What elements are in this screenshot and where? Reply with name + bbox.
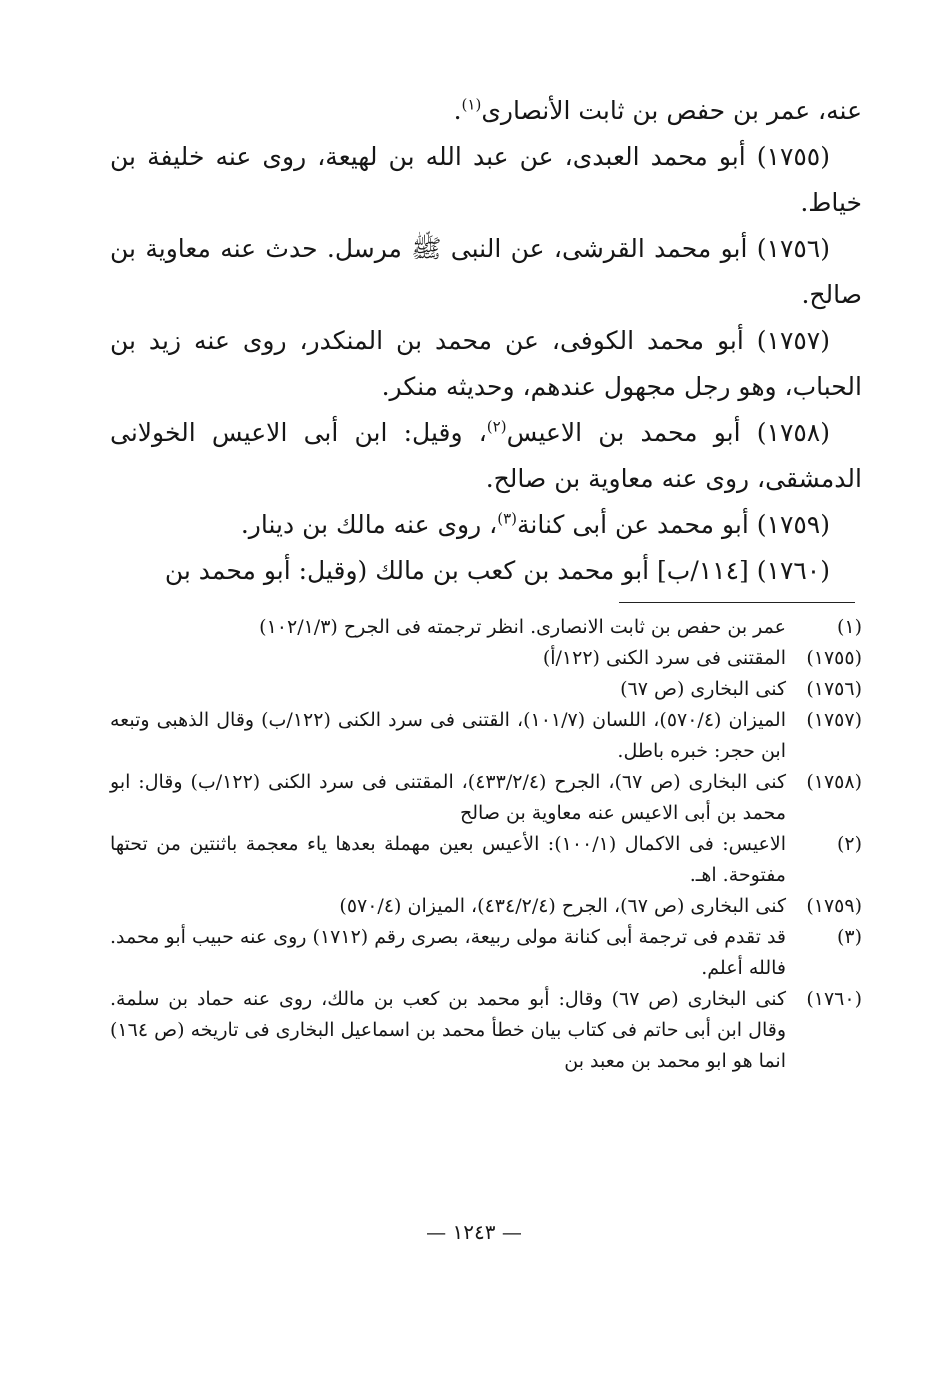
paragraph-continuation (110, 88, 862, 134)
footnote (110, 891, 862, 922)
entry-1755: (١٧٥٥) أبو محمد العبدى، عن عبد الله بن لهيعة، روى عنه خليفة بن خياط. (110, 142, 862, 217)
entry-1760: (١٧٦٠) [١١٤/ب] أبو محمد بن كعب بن مالك (وقيل: أبو محمد بن (164, 556, 830, 585)
footnote (110, 829, 862, 891)
footnote (110, 922, 862, 984)
footnote-number: (١٧٥٨) (806, 771, 862, 793)
footnote-text: قد تقدم فى ترجمة أبى كنانة مولى ربيعة، بصرى رقم (١٧١٢) روى عنه حبيب أبو محمد. فالله أعلم. (110, 926, 786, 979)
paragraph-text: (١٧٥٩) أبو محمد عن أبى كنانة (516, 510, 830, 539)
footnote-text: كنى البخارى (ص ٦٧)، الجرح (٤٣٤/٢/٤)، الميزان (٥٧٠/٤) (339, 895, 786, 917)
footnote-text: الاعيس: فى الاكمال (١٠٠/١): الأعيس بعين مهملة بعدها ياء معجمة باثنتين من تحتها مفتوحة. اهـ. (110, 833, 787, 886)
footnote-number: (١٧٥٩) (806, 895, 862, 917)
footnote (110, 674, 862, 705)
footnote-text: الميزان (٥٧٠/٤)، اللسان (١٠١/٧)، القتنى فى سرد الكنى (١٢٢/ب) وقال الذهبى وتبعه ابن حجر: خبره باطل. (110, 709, 786, 762)
paragraph-tail: . (453, 96, 462, 125)
footnote-number: (١٧٥٥) (806, 647, 862, 669)
footnote-number: (١٧٥٦) (806, 678, 862, 700)
footnote-text: كنى البخارى (ص ٦٧) وقال: أبو محمد بن كعب بن مالك، روى عنه حماد بن سلمة. وقال ابن أبى حاتم فى كتاب بيان خطأ محمد بن اسماعيل البخارى فى تاريخه (ص ١٦٤) انما هو ابو محمد بن معبد بن (110, 988, 786, 1072)
footnote-number: (٣) (836, 926, 862, 948)
footnote (110, 612, 862, 643)
footnote (110, 984, 862, 1077)
footnote-text: عمر بن حفص بن ثابت الانصارى. انظر ترجمته فى الجرح (١٠٢/١/٣) (259, 616, 786, 638)
paragraph-tail: ، وقيل: ابن أبى الاعيس الخولانى الدمشقى، روى عنه معاوية بن صالح. (110, 418, 862, 493)
footnote (110, 767, 862, 829)
page-number: — ١٢٤٣ — (426, 1220, 522, 1244)
footnote-number: (١٧٦٠) (806, 988, 862, 1010)
footnote-marker-1: (١) (461, 95, 482, 114)
footnote-text: كنى البخارى (ص ٦٧) (620, 678, 786, 700)
footnote-number: (١٧٥٧) (806, 709, 862, 731)
entry-1759 (110, 502, 862, 548)
footnote-text: كنى البخارى (ص ٦٧)، الجرح (٤٣٣/٢/٤)، المقتنى فى سرد الكنى (١٢٢/ب) وقال: ابو محمد بن أبى الاعيس عنه معاوية بن صالح (110, 771, 786, 824)
footnote-number: (٢) (836, 833, 862, 855)
entry-1758 (110, 410, 862, 502)
main-text (110, 88, 862, 594)
paragraph-text: (١٧٥٨) أبو محمد بن الاعيس (506, 418, 830, 447)
paragraph-text: عنه، عمر بن حفص بن ثابت الأنصارى (481, 96, 862, 125)
paragraph-tail: ، روى عنه مالك بن دينار. (240, 510, 498, 539)
footnote-marker-2: (٢) (486, 417, 507, 436)
entry-1756: (١٧٥٦) أبو محمد القرشى، عن النبى ﷺ مرسل. حدث عنه معاوية بن صالح. (110, 234, 862, 309)
footnote (110, 643, 862, 674)
footnote-number: (١) (836, 616, 862, 638)
footnote-divider (619, 602, 855, 603)
footnote-text: المقتنى فى سرد الكنى (١٢٢/أ) (542, 647, 786, 669)
footnotes (110, 612, 862, 1077)
entry-1757: (١٧٥٧) أبو محمد الكوفى، عن محمد بن المنكدر، روى عنه زيد بن الحباب، وهو رجل مجهول عندهم، وحديثه منكر. (110, 326, 862, 401)
footnote-marker-3: (٣) (497, 509, 517, 528)
footnote (110, 705, 862, 767)
